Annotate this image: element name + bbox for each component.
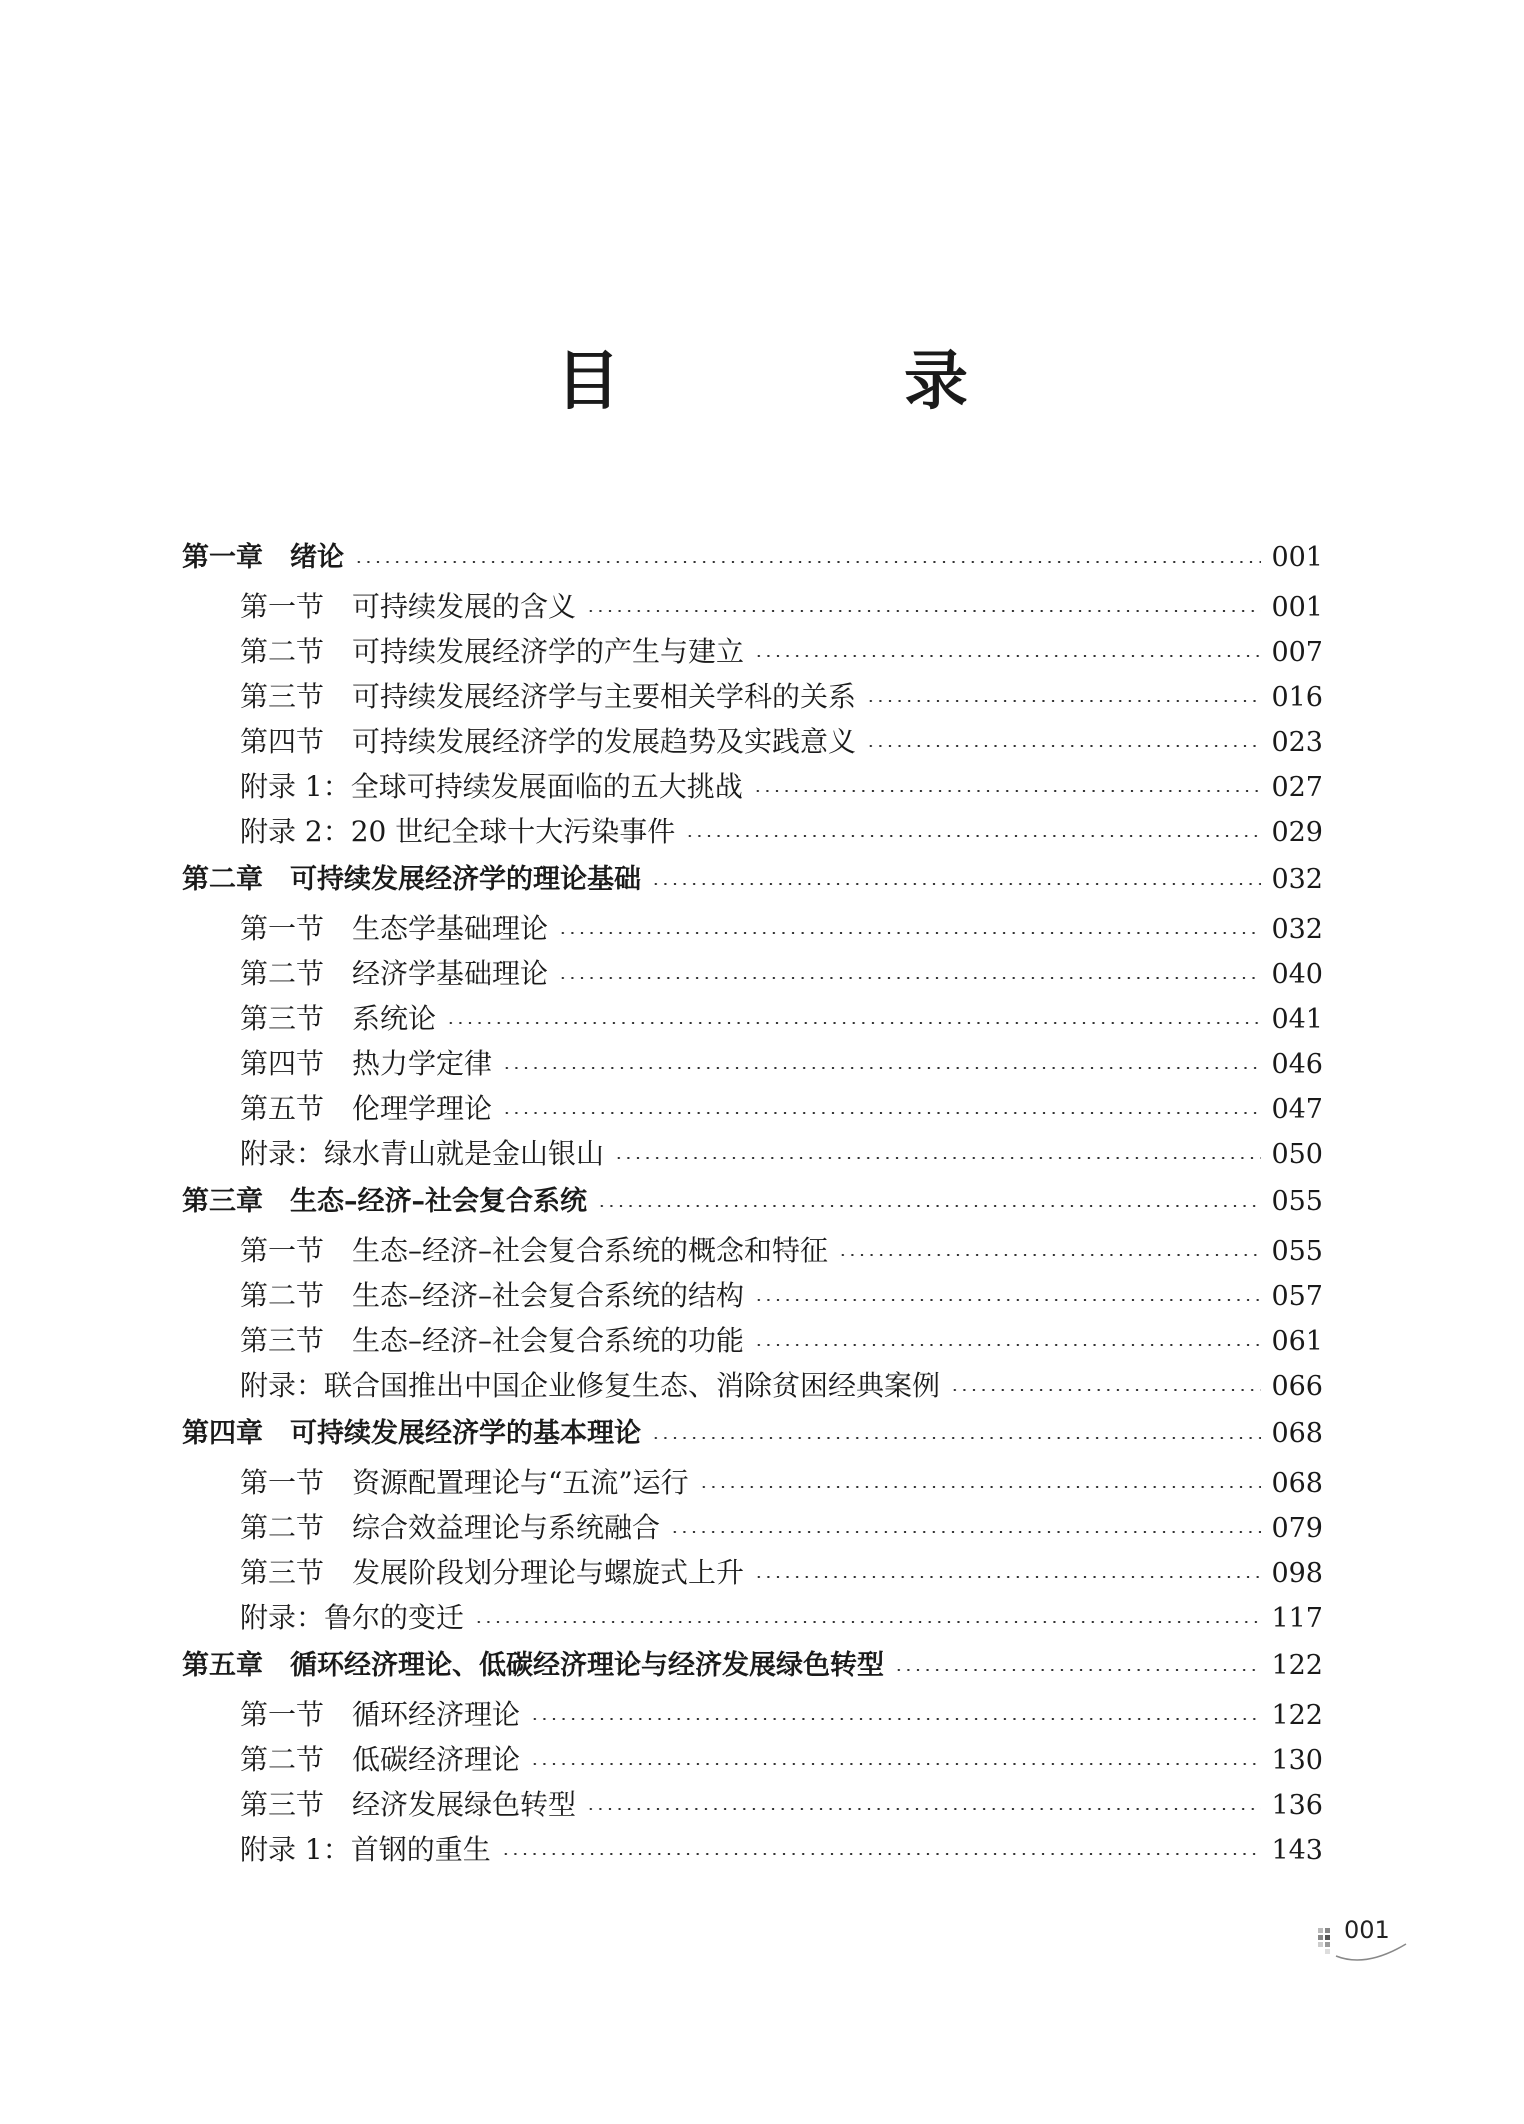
toc-chapter-row[interactable]: [182, 1176, 1323, 1228]
toc-section-row[interactable]: [182, 1782, 1323, 1827]
toc-entry-label: 附录：联合国推出中国企业修复生态、消除贫困经典案例: [240, 1369, 941, 1402]
dot-leader: [530, 1763, 1261, 1765]
dot-leader: [586, 610, 1261, 612]
toc-entry-label: 第四章 可持续发展经济学的基本理论: [182, 1418, 641, 1449]
toc-entry-label: 第二节 可持续发展经济学的产生与建立: [240, 635, 745, 668]
dot-leader: [558, 977, 1261, 979]
dot-leader: [558, 932, 1261, 934]
toc-section-row[interactable]: [182, 1041, 1323, 1086]
toc-page-number: 046: [1271, 1049, 1323, 1080]
toc-section-row[interactable]: [182, 674, 1323, 719]
dot-leader: [866, 700, 1261, 702]
dot-leader: [699, 1486, 1262, 1488]
toc-section-row[interactable]: [182, 906, 1323, 951]
toc-entry-label: 第二节 综合效益理论与系统融合: [240, 1511, 661, 1544]
toc-entry-label: 附录：鲁尔的变迁: [240, 1601, 465, 1634]
toc-page-number: 068: [1271, 1418, 1323, 1449]
toc-section-row[interactable]: [182, 1131, 1323, 1176]
toc-entry-label: 第一章 绪论: [182, 542, 344, 573]
toc-page-number: 079: [1271, 1513, 1323, 1544]
dot-leader: [586, 1808, 1261, 1810]
toc-entry-label: 第三节 可持续发展经济学与主要相关学科的关系: [240, 680, 857, 713]
toc-entry-label: 第三节 生态–经济–社会复合系统的功能: [240, 1324, 745, 1357]
toc-entry-label: 附录 1：首钢的重生: [240, 1833, 491, 1866]
dot-leader: [651, 883, 1261, 885]
toc-page-number: 122: [1271, 1650, 1323, 1681]
toc-section-row[interactable]: [182, 584, 1323, 629]
toc-entry-label: 第三节 系统论: [240, 1002, 437, 1035]
toc-chapter-row[interactable]: [182, 854, 1323, 906]
dot-leader: [530, 1718, 1261, 1720]
table-of-contents: [182, 532, 1323, 1872]
toc-entry-label: 附录：绿水青山就是金山银山: [240, 1137, 605, 1170]
toc-page-number: 027: [1271, 772, 1323, 803]
toc-page-number: 130: [1271, 1745, 1323, 1776]
toc-entry-label: 第三章 生态–经济–社会复合系统: [182, 1186, 587, 1217]
dot-leader: [501, 1853, 1262, 1855]
toc-entry-label: 第一节 生态学基础理论: [240, 912, 549, 945]
toc-section-row[interactable]: [182, 1228, 1323, 1273]
toc-page-number: 068: [1271, 1468, 1323, 1499]
toc-page-number: 001: [1271, 542, 1323, 573]
toc-entry-label: 第一节 生态–经济–社会复合系统的概念和特征: [240, 1234, 829, 1267]
toc-section-row[interactable]: [182, 1363, 1323, 1408]
dot-leader: [754, 655, 1261, 657]
toc-section-row[interactable]: [182, 996, 1323, 1041]
toc-page-number: 136: [1271, 1790, 1323, 1821]
dot-leader: [950, 1389, 1261, 1391]
toc-page-number: 041: [1271, 1004, 1323, 1035]
toc-entry-label: 第一节 可持续发展的含义: [240, 590, 577, 623]
toc-entry-label: 第一节 资源配置理论与“五流”运行: [240, 1466, 689, 1499]
toc-section-row[interactable]: [182, 629, 1323, 674]
toc-section-row[interactable]: [182, 951, 1323, 996]
toc-section-row[interactable]: [182, 1460, 1323, 1505]
toc-page-number: 001: [1271, 592, 1323, 623]
toc-page-number: 122: [1271, 1700, 1323, 1731]
dot-leader: [502, 1067, 1261, 1069]
toc-chapter-row[interactable]: [182, 1640, 1323, 1692]
toc-section-row[interactable]: [182, 764, 1323, 809]
dot-leader: [651, 1437, 1261, 1439]
dot-leader: [670, 1531, 1261, 1533]
toc-entry-label: 第二节 低碳经济理论: [240, 1743, 521, 1776]
footer-ornament-icon: [1316, 1926, 1416, 1976]
toc-page-number: 055: [1271, 1236, 1323, 1267]
toc-entry-label: 第四节 热力学定律: [240, 1047, 493, 1080]
toc-page-number: 047: [1271, 1094, 1323, 1125]
toc-page-number: 055: [1271, 1186, 1323, 1217]
toc-page-number: 117: [1271, 1603, 1323, 1634]
toc-entry-label: 第二章 可持续发展经济学的理论基础: [182, 864, 641, 895]
dot-leader: [614, 1157, 1261, 1159]
toc-entry-label: 第二节 经济学基础理论: [240, 957, 549, 990]
toc-chapter-row[interactable]: [182, 532, 1323, 584]
toc-page-number: 023: [1271, 727, 1323, 758]
footer-page-number: 001: [1344, 1916, 1390, 1944]
toc-entry-label: 第三节 发展阶段划分理论与螺旋式上升: [240, 1556, 745, 1589]
toc-entry-label: 第五章 循环经济理论、低碳经济理论与经济发展绿色转型: [182, 1650, 884, 1681]
toc-section-row[interactable]: [182, 1827, 1323, 1872]
dot-leader: [866, 745, 1261, 747]
toc-page-number: 050: [1271, 1139, 1323, 1170]
toc-page-number: 098: [1271, 1558, 1323, 1589]
page-title: 目 录: [556, 344, 1078, 419]
toc-page-number: 007: [1271, 637, 1323, 668]
dot-leader: [753, 790, 1262, 792]
toc-section-row[interactable]: [182, 1086, 1323, 1131]
toc-chapter-row[interactable]: [182, 1408, 1323, 1460]
dot-leader: [754, 1344, 1261, 1346]
toc-section-row[interactable]: [182, 1273, 1323, 1318]
toc-section-row[interactable]: [182, 719, 1323, 764]
dot-leader: [754, 1299, 1261, 1301]
dot-leader: [894, 1669, 1261, 1671]
toc-entry-label: 第四节 可持续发展经济学的发展趋势及实践意义: [240, 725, 857, 758]
dot-leader: [597, 1205, 1261, 1207]
dot-leader: [502, 1112, 1261, 1114]
toc-section-row[interactable]: [182, 809, 1323, 854]
dot-leader: [354, 561, 1261, 563]
toc-section-row[interactable]: [182, 1550, 1323, 1595]
toc-page-number: 029: [1271, 817, 1323, 848]
toc-entry-label: 第五节 伦理学理论: [240, 1092, 493, 1125]
toc-entry-label: 第三节 经济发展绿色转型: [240, 1788, 577, 1821]
toc-page-number: 040: [1271, 959, 1323, 990]
dot-leader: [446, 1022, 1261, 1024]
toc-entry-label: 第一节 循环经济理论: [240, 1698, 521, 1731]
toc-page-number: 061: [1271, 1326, 1323, 1357]
dot-leader: [685, 835, 1261, 837]
toc-page-number: 016: [1271, 682, 1323, 713]
toc-entry-label: 附录 2：20 世纪全球十大污染事件: [240, 815, 676, 848]
toc-section-row[interactable]: [182, 1737, 1323, 1782]
toc-section-row[interactable]: [182, 1692, 1323, 1737]
toc-page-number: 143: [1271, 1835, 1323, 1866]
toc-page-number: 032: [1271, 864, 1323, 895]
toc-entry-label: 第二节 生态–经济–社会复合系统的结构: [240, 1279, 745, 1312]
dot-leader: [838, 1254, 1261, 1256]
toc-entry-label: 附录 1：全球可持续发展面临的五大挑战: [240, 770, 743, 803]
toc-page-number: 057: [1271, 1281, 1323, 1312]
toc-section-row[interactable]: [182, 1505, 1323, 1550]
dot-leader: [754, 1576, 1261, 1578]
toc-page-number: 032: [1271, 914, 1323, 945]
toc-section-row[interactable]: [182, 1595, 1323, 1640]
toc-section-row[interactable]: [182, 1318, 1323, 1363]
toc-page-number: 066: [1271, 1371, 1323, 1402]
dot-leader: [474, 1621, 1261, 1623]
